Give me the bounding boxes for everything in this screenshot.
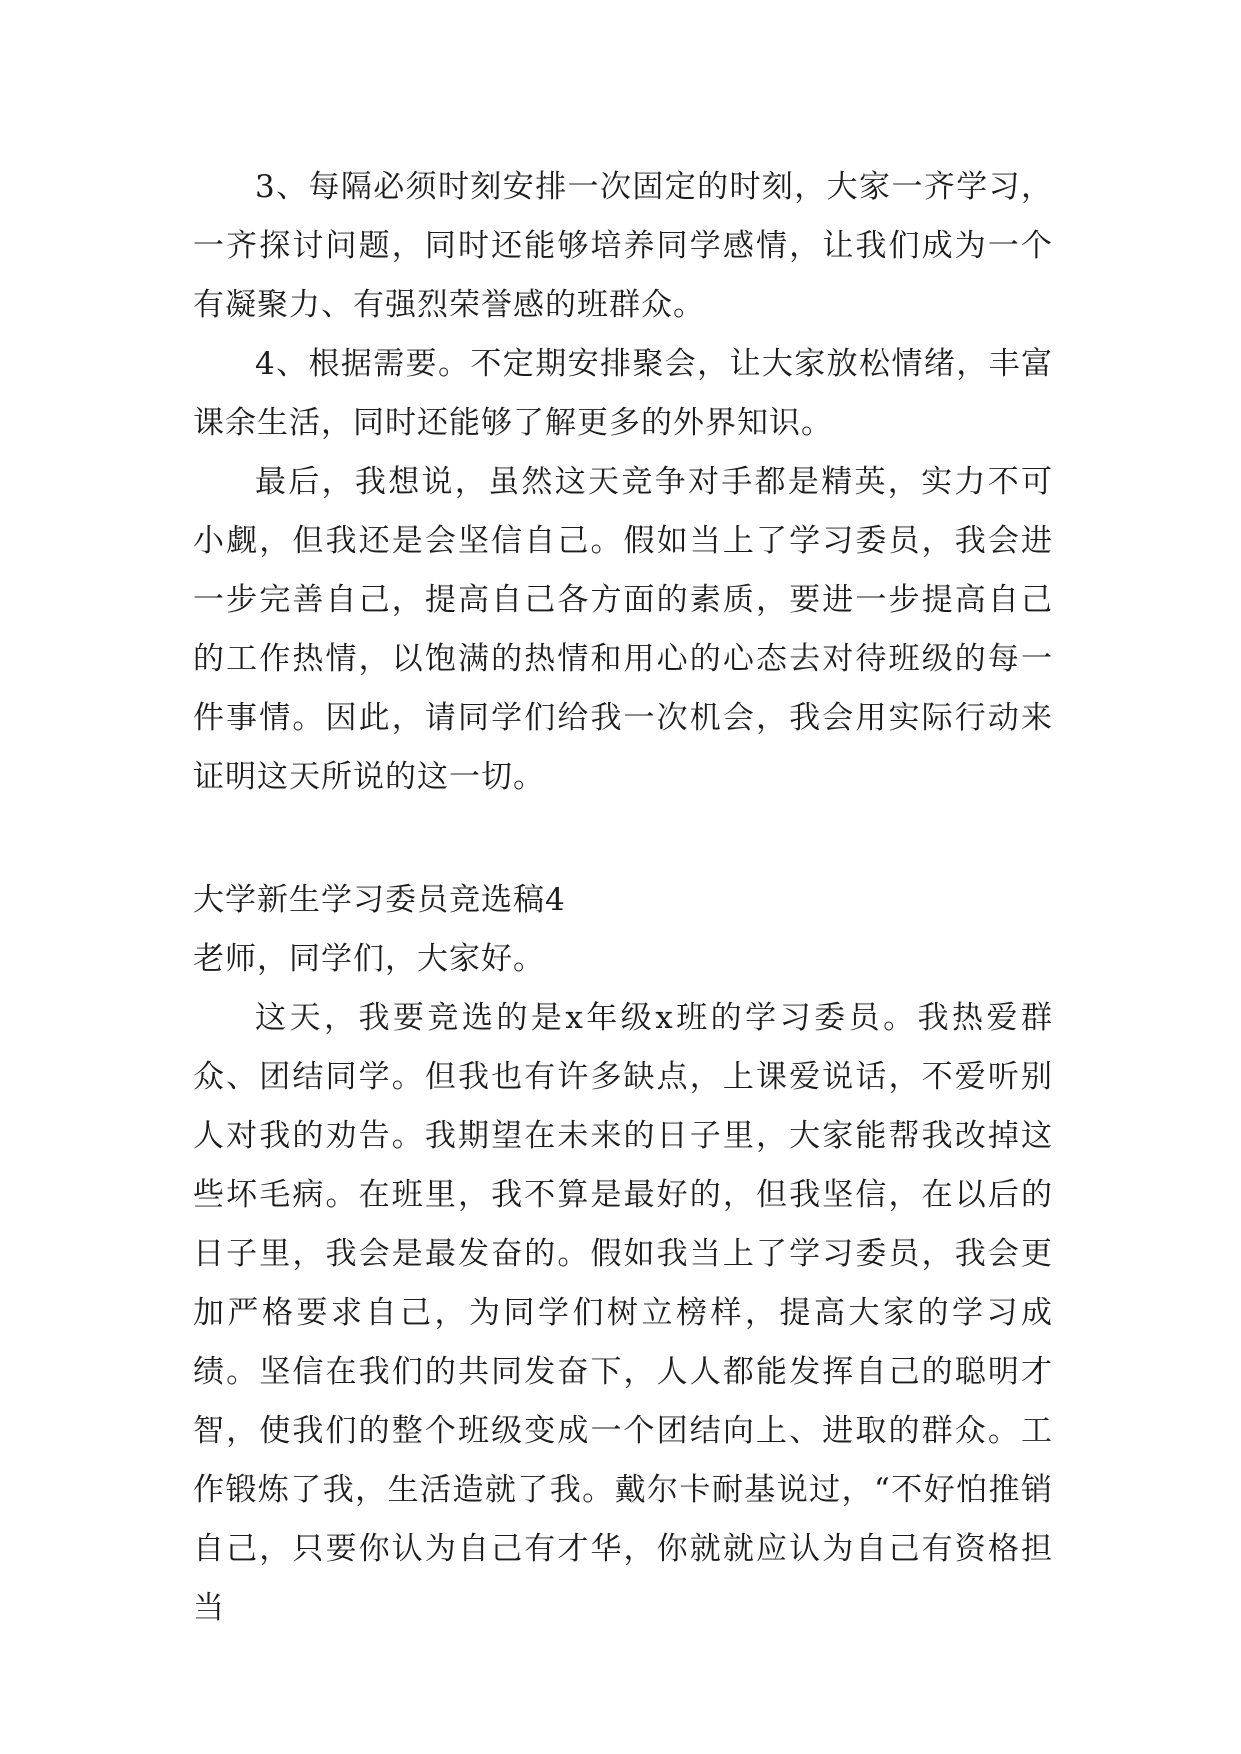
paragraph-item-3: 3、每隔必须时刻安排一次固定的时刻，大家一齐学习，一齐探讨问题，同时还能够培养同学感情，让我们成为一个有凝聚力、有强烈荣誉感的班群众。 <box>193 169 1053 323</box>
section-title: 大学新生学习委员竞选稿4 <box>193 882 566 918</box>
document-body <box>193 158 1053 1638</box>
paragraph-item-4: 4、根据需要。不定期安排聚会，让大家放松情绪，丰富课余生活，同时还能够了解更多的外界知识。 <box>193 346 1053 441</box>
paragraph-conclusion: 最后，我想说，虽然这天竞争对手都是精英，实力不可小觑，但我还是会坚信自己。假如当上了学习委员，我会进一步完善自己，提高自己各方面的素质，要进一步提高自己的工作热情，以饱满的热情和用心的心态去对待班级的每一件事情。因此，请同学们给我一次机会，我会用实际行动来证明这天所说的这一切。 <box>193 464 1053 795</box>
section-spacer <box>193 807 1053 871</box>
greeting-line: 老师，同学们，大家好。 <box>193 941 545 977</box>
paragraph-speech-body: 这天，我要竞选的是x年级x班的学习委员。我热爱群众、团结同学。但我也有许多缺点，上课爱说话，不爱听别人对我的劝告。我期望在未来的日子里，大家能帮我改掉这些坏毛病。在班里，我不算是最好的，但我坚信，在以后的日子里，我会是最发奋的。假如我当上了学习委员，我会更加严格要求自己，为同学们树立榜样，提高大家的学习成绩。坚信在我们的共同发奋下，人人都能发挥自己的聪明才智，使我们的整个班级变成一个团结向上、进取的群众。工作锻炼了我，生活造就了我。戴尔卡耐基说过，“不好怕推销自己，只要你认为自己有才华，你就就应认为自己有资格担当 <box>193 1000 1053 1626</box>
